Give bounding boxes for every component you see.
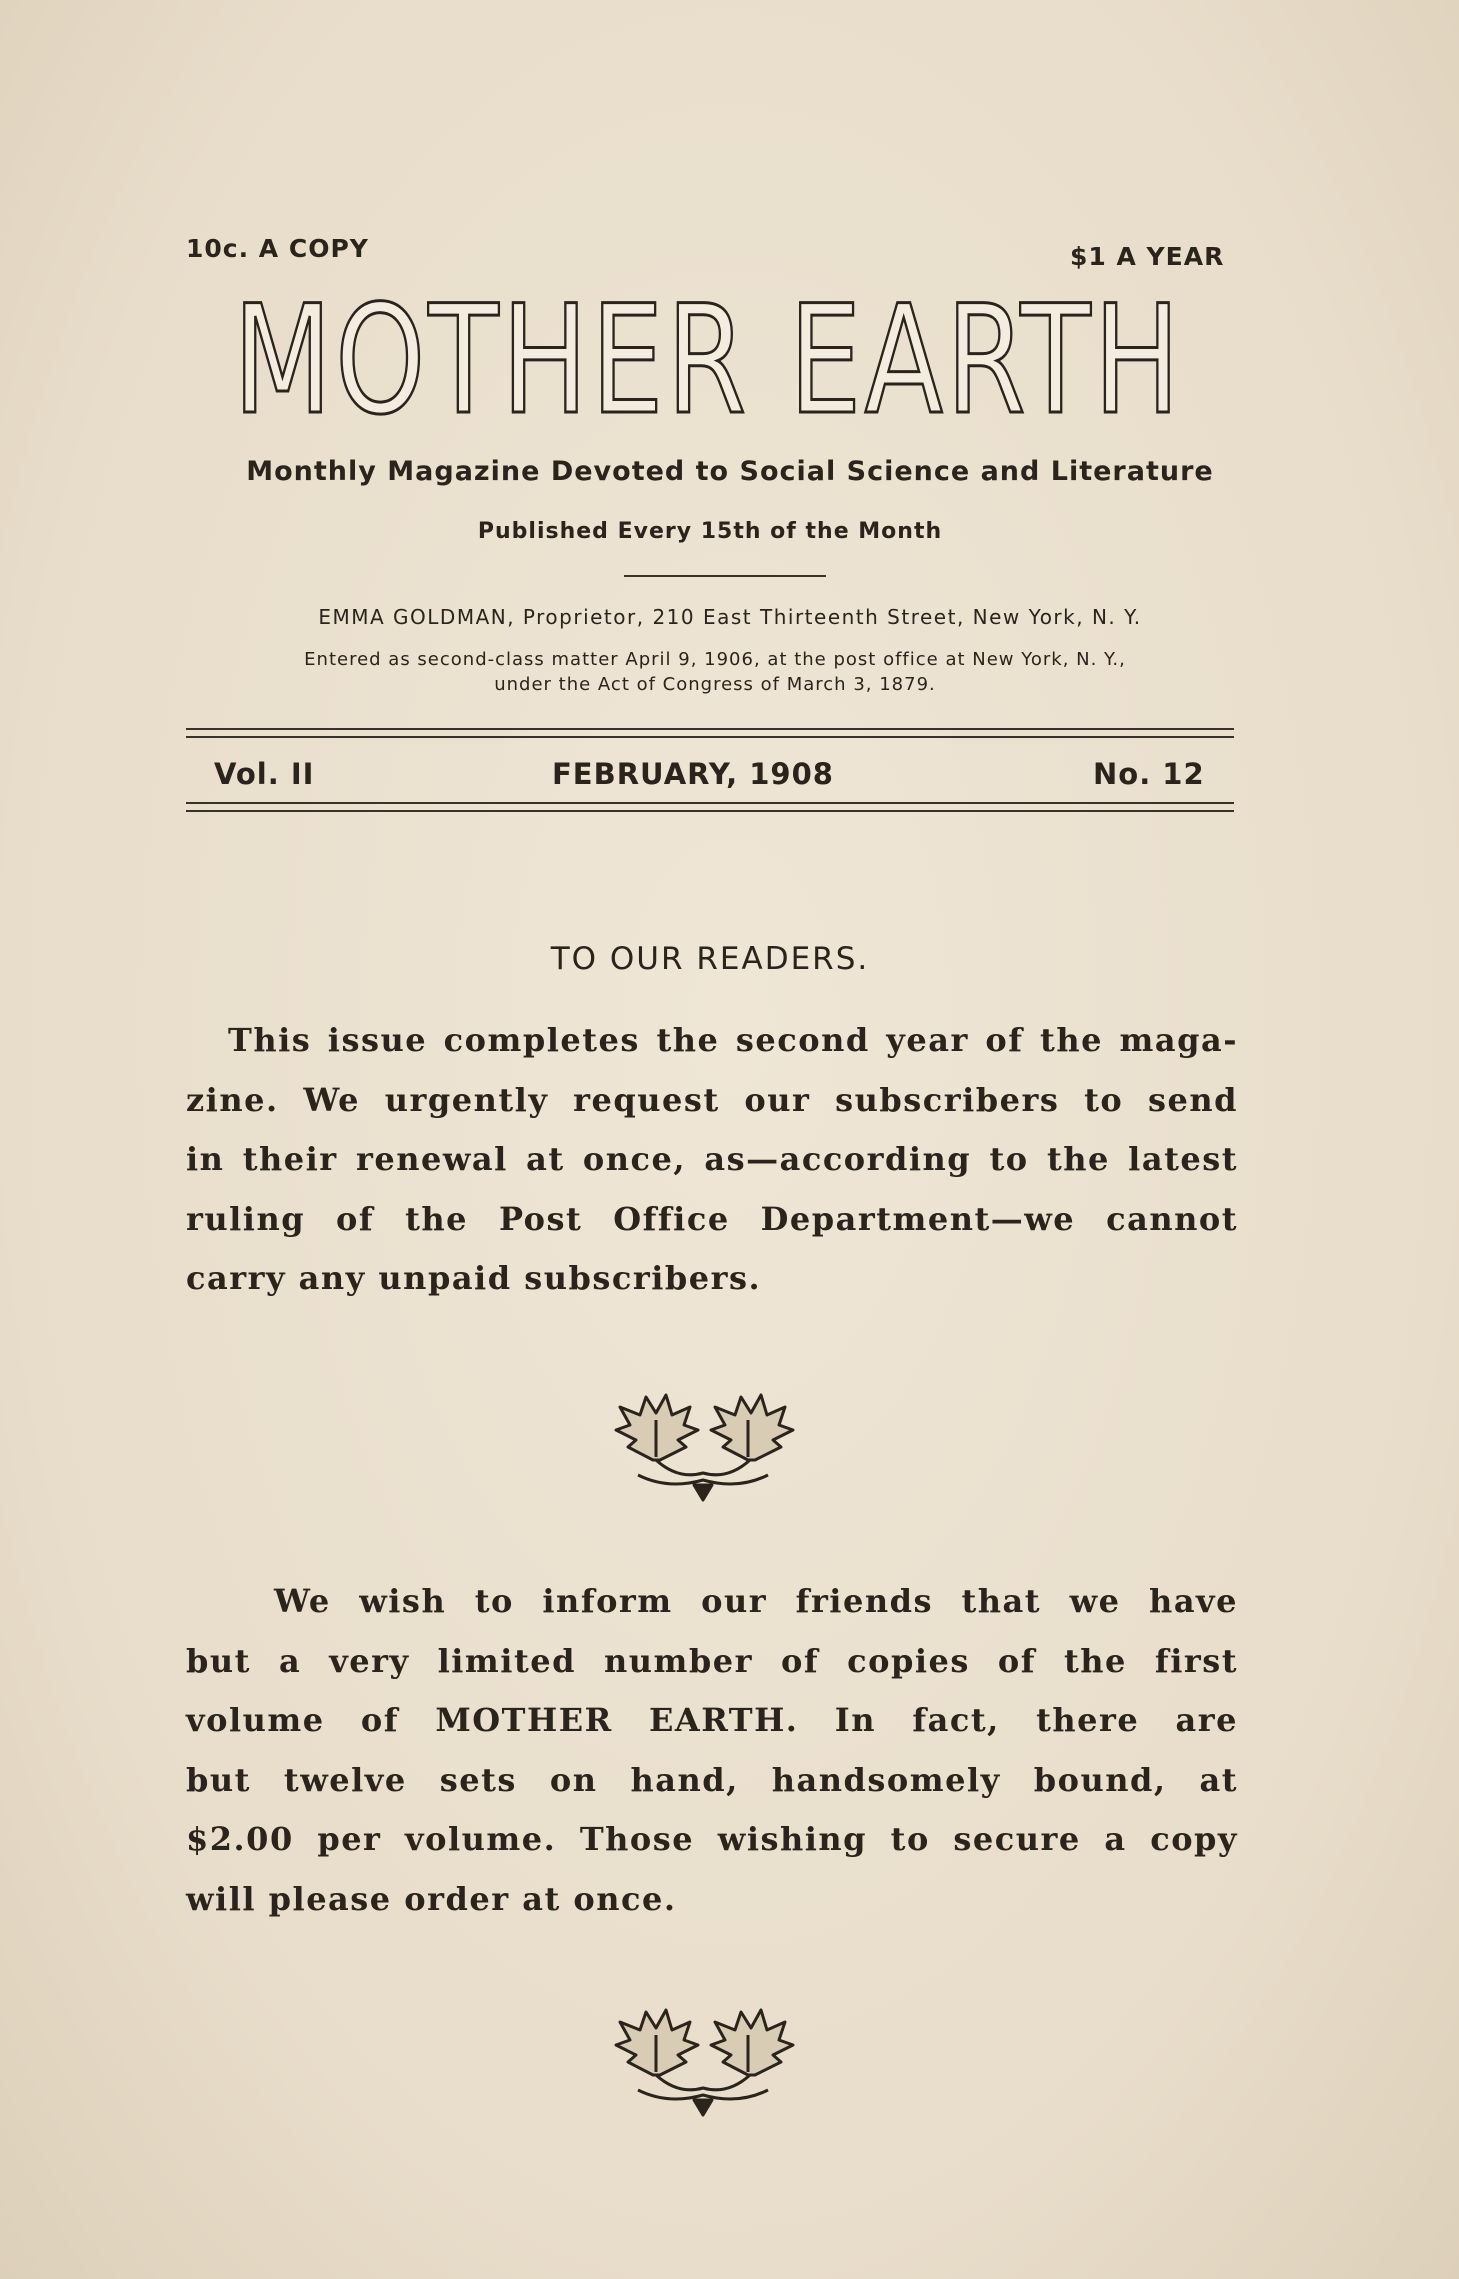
paragraph-line: ruling of the Post Office Department—we cannot: [186, 1199, 1238, 1238]
masthead-title-text: MOTHER EARTH: [233, 274, 1183, 448]
paragraph-line: We wish to inform our friends that we have: [274, 1582, 1238, 1620]
proprietor-line: EMMA GOLDMAN, Proprietor, 210 East Thirteenth Street, New York, N. Y.: [318, 605, 1142, 629]
paragraph-line: volume of MOTHER EARTH. In fact, there are: [186, 1701, 1238, 1739]
divider: [624, 575, 826, 577]
paragraph-first-volume: [186, 1572, 1238, 1929]
double-rule-bottom: [186, 802, 1234, 812]
paragraph-line: will please order at once.: [186, 1879, 677, 1918]
subtitle: Monthly Magazine Devoted to Social Science and Literature: [246, 456, 1214, 487]
publication-schedule: Published Every 15th of the Month: [477, 519, 943, 544]
notice-heading: TO OUR READERS.: [550, 941, 870, 977]
issue-date: FEBRUARY, 1908: [552, 757, 834, 791]
masthead-title: [228, 274, 1188, 448]
paragraph-line: carry any unpaid subscribers.: [186, 1259, 762, 1297]
paragraph-line: in their renewal at once, as—according to the latest: [186, 1140, 1238, 1178]
paragraph-line: but a very limited number of copies of the first: [186, 1641, 1238, 1680]
maple-leaf-ornament-icon: [598, 2000, 808, 2120]
maple-leaf-ornament-icon: [598, 1385, 808, 1505]
paragraph-line: zine. We urgently request our subscribers to send: [186, 1080, 1238, 1119]
issue-number: No. 12: [1093, 757, 1205, 791]
price-per-copy: 10c. A COPY: [186, 234, 369, 263]
paragraph-line: $2.00 per volume. Those wishing to secure a copy: [186, 1820, 1238, 1858]
paragraph-line: but twelve sets on hand, handsomely bound, at: [186, 1760, 1238, 1799]
postal-entry-line-1: Entered as second-class matter April 9, 1906, at the post office at New York, N. Y.,: [304, 649, 1126, 670]
postal-entry-notice: [130, 647, 1300, 697]
paragraph-line: This issue completes the second year of the maga-: [228, 1021, 1238, 1059]
price-per-year: $1 A YEAR: [1070, 242, 1225, 271]
double-rule-top: [186, 728, 1234, 738]
paragraph-renewal: [186, 1011, 1238, 1309]
postal-entry-line-2: under the Act of Congress of March 3, 1879.: [494, 674, 936, 695]
volume-label: Vol. II: [214, 757, 315, 791]
